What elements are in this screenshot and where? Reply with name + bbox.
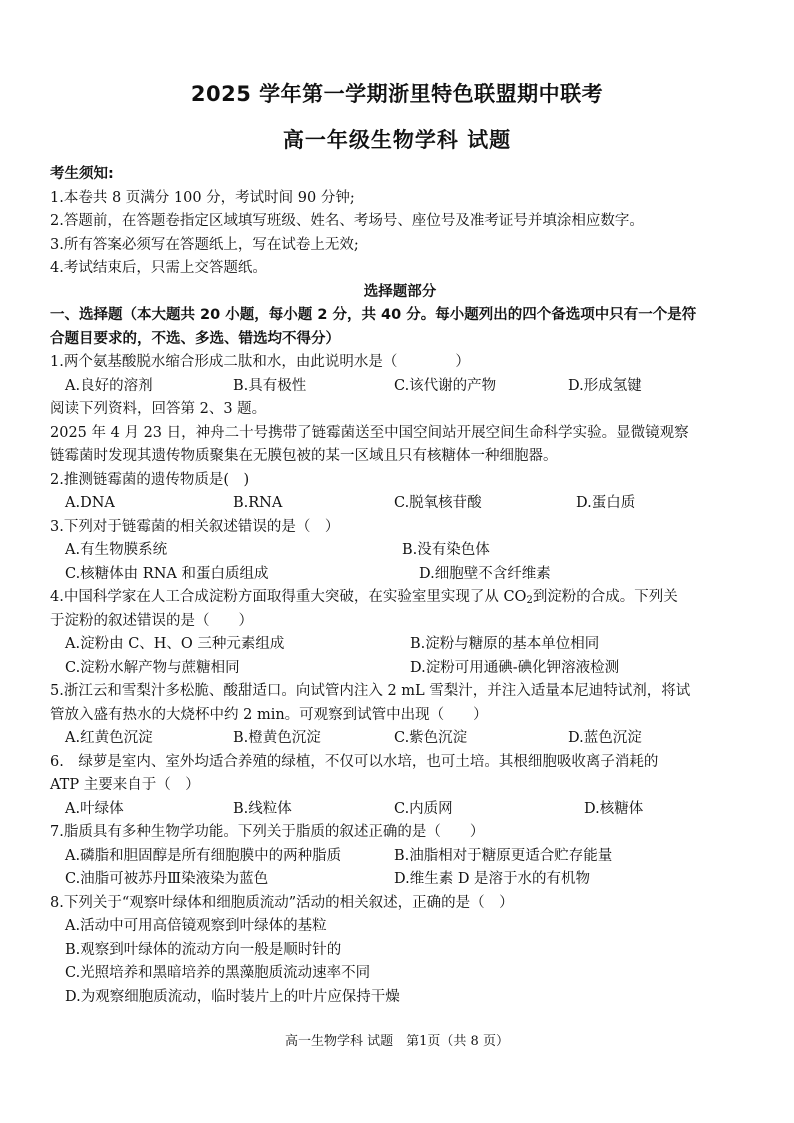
question-3-stem: 3.下列对于链霉菌的相关叙述错误的是（ ） — [50, 518, 340, 535]
section-title: 选择题部分 — [363, 283, 437, 300]
question-4-stem — [50, 586, 750, 610]
option-c: C.光照培养和黑暗培养的黑藻胞质流动速率不同 — [65, 965, 371, 981]
question-4-stem-line2: 于淀粉的叙述错误的是（ ） — [50, 612, 253, 629]
option-b: B.RNA — [233, 495, 283, 511]
option-b: B.橙黄色沉淀 — [233, 730, 321, 746]
notice-item: 2.答题前，在答题卷指定区域填写班级、姓名、考场号、座位号及准考证号并填涂相应数字。 — [50, 213, 644, 229]
question-6-options — [50, 798, 750, 822]
subscript-2: 2 — [526, 595, 533, 606]
question-4-options — [50, 657, 750, 681]
option-a: A.淀粉由 C、H、O 三种元素组成 — [65, 636, 285, 652]
section-intro: 一、选择题（本大题共 20 小题，每小题 2 分，共 40 分。每小题列出的四个备选项中只有一个是符 — [50, 307, 697, 323]
question-4-stem-a: 4.中国科学家在人工合成淀粉方面取得重大突破，在实验室里实现了从 CO — [50, 589, 527, 605]
option-b: B.线粒体 — [233, 800, 292, 817]
question-3-options — [50, 563, 750, 587]
option-a: A.叶绿体 — [65, 800, 124, 817]
question-7-options — [50, 845, 750, 869]
option-d: D.核糖体 — [584, 800, 644, 817]
notice-item: 4.考试结束后，只需上交答题纸。 — [50, 260, 267, 276]
notice-item: 1.本卷共 8 页满分 100 分，考试时间 90 分钟; — [50, 189, 355, 206]
option-a: A.磷脂和胆固醇是所有细胞膜中的两种脂质 — [65, 847, 342, 864]
option-c: C.内质网 — [394, 800, 453, 817]
question-5-options — [50, 727, 750, 751]
question-1-options — [50, 375, 750, 399]
question-8-stem: 8.下列关于“观察叶绿体和细胞质流动”活动的相关叙述，正确的是（ ） — [50, 894, 514, 911]
question-4-options — [50, 633, 750, 657]
option-a: A.红黄色沉淀 — [65, 730, 153, 746]
question-4-stem-b: 到淀粉的合成。下列关 — [532, 589, 678, 605]
option-b: B.淀粉与糖原的基本单位相同 — [410, 636, 600, 652]
question-6-stem-line2: ATP 主要来自于（ ） — [50, 777, 200, 793]
exam-title: 2025 学年第一学期浙里特色联盟期中联考 — [190, 82, 604, 106]
reading-text: 链霉菌时发现其遗传物质聚集在无膜包被的某一区域且只有核糖体一种细胞器。 — [50, 448, 558, 464]
option-c: C.紫色沉淀 — [394, 730, 468, 746]
notice-item: 3.所有答案必须写在答题纸上，写在试卷上无效; — [50, 236, 359, 253]
section-intro: 合题目要求的，不选、多选、错选均不得分） — [50, 330, 340, 347]
option-a: A.DNA — [65, 495, 115, 511]
question-6-stem: 6. 绿萝是室内、室外均适合养殖的绿植，不仅可以水培，也可土培。其根细胞吸收离子消耗的 — [50, 753, 659, 770]
question-5-stem-line2: 管放入盛有热水的大烧杯中约 2 min。可观察到试管中出现（ ） — [50, 706, 488, 723]
option-d: D.细胞壁不含纤维素 — [419, 565, 551, 582]
exam-subtitle: 高一年级生物学科 试题 — [282, 128, 512, 152]
option-a: A.良好的溶剂 — [65, 377, 153, 394]
question-2-stem: 2.推测链霉菌的遗传物质是( ) — [50, 471, 250, 488]
option-b: B.具有极性 — [233, 377, 307, 394]
option-c: C.该代谢的产物 — [394, 377, 497, 394]
reading-intro: 阅读下列资料，回答第 2、3 题。 — [50, 401, 267, 417]
question-7-stem: 7.脂质具有多种生物学功能。下列关于脂质的叙述正确的是（ ） — [50, 824, 485, 840]
option-d: D.淀粉可用通碘-碘化钾溶液检测 — [410, 659, 620, 676]
option-d: D.蛋白质 — [576, 495, 636, 511]
question-2-options — [50, 492, 750, 516]
question-1-stem: 1.两个氨基酸脱水缩合形成二肽和水，由此说明水是（ ） — [50, 354, 470, 370]
option-a: A.活动中可用高倍镜观察到叶绿体的基粒 — [65, 918, 327, 934]
option-c: C.脱氧核苷酸 — [394, 495, 482, 511]
question-7-options — [50, 868, 750, 892]
option-c: C.油脂可被苏丹Ⅲ染液染为蓝色 — [65, 871, 269, 887]
option-c: C.淀粉水解产物与蔗糖相同 — [65, 659, 240, 676]
exam-content — [50, 163, 750, 1009]
option-c: C.核糖体由 RNA 和蛋白质组成 — [65, 565, 269, 582]
option-d: D.形成氢键 — [568, 377, 642, 394]
notice-heading: 考生须知: — [50, 166, 114, 182]
option-d: D.维生素 D 是溶于水的有机物 — [394, 871, 591, 887]
question-5-stem: 5.浙江云和雪梨汁多松脆、酸甜适口。向试管内注入 2 mL 雪梨汁，并注入适量本尼迪特试剂，将试 — [50, 683, 691, 699]
option-a: A.有生物膜系统 — [65, 542, 168, 558]
option-d: D.为观察细胞质流动，临时装片上的叶片应保持干燥 — [65, 988, 400, 1005]
option-d: D.蓝色沉淀 — [568, 730, 642, 746]
question-3-options — [50, 539, 750, 563]
option-b: B.观察到叶绿体的流动方向一般是顺时针的 — [65, 941, 342, 958]
page-footer: 高一生物学科 试题 第1页（共 8 页） — [285, 1034, 509, 1049]
option-b: B.没有染色体 — [402, 542, 490, 558]
option-b: B.油脂相对于糖原更适合贮存能量 — [394, 847, 613, 864]
reading-text: 2025 年 4 月 23 日，神舟二十号携带了链霉菌送至中国空间站开展空间生命科学实验。显微镜观察 — [50, 424, 689, 441]
